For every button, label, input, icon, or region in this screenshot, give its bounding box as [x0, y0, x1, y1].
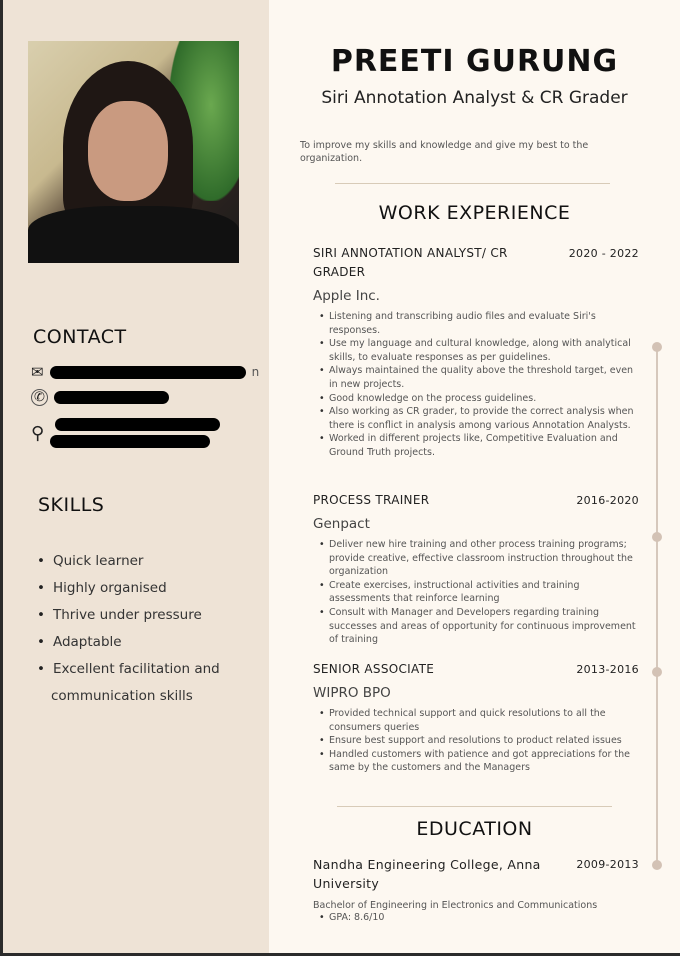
job-entry	[313, 491, 639, 647]
bullet: • Ensure best support and resolutions to product related issues	[329, 734, 639, 748]
timeline-dot	[652, 532, 662, 542]
bullet: • Handled customers with patience and got appreciations for the same by the customers and the Managers	[329, 748, 639, 775]
redacted-email	[50, 366, 246, 379]
objective: To improve my skills and knowledge and give my best to the organization.	[300, 140, 589, 164]
bullet: • Consult with Manager and Developers regarding training successes and areas of opportunity for continuous improvement of training	[329, 606, 639, 647]
job-company: Apple Inc.	[313, 288, 380, 304]
skill-item-continuation: communication skills	[51, 688, 193, 704]
bullet: • Also working as CR grader, to provide the correct analysis when there is conflict in analysis among various Annotation Analysts.	[329, 405, 639, 432]
gpa: • GPA: 8.6/10	[329, 911, 639, 925]
divider	[337, 806, 612, 807]
phone-icon: ✆	[31, 389, 48, 406]
contact-phone	[31, 389, 169, 406]
bullet: • Always maintained the quality above the threshold target, even in new projects.	[329, 364, 639, 391]
job-years: 2020 - 2022	[568, 247, 639, 260]
skill-item: • Adaptable	[37, 629, 220, 656]
redacted-address-1	[55, 418, 220, 431]
job-years: 2016-2020	[576, 494, 639, 507]
contact-email	[31, 363, 259, 381]
envelope-icon: ✉	[31, 363, 44, 381]
location-pin-icon: ⚲	[31, 422, 45, 444]
skill-item: • Excellent facilitation and	[37, 656, 220, 683]
timeline-dot	[652, 342, 662, 352]
divider	[335, 183, 610, 184]
skill-item: • Highly organised	[37, 575, 220, 602]
education-heading: EDUCATION	[416, 818, 533, 840]
candidate-name: PREETI GURUNG	[330, 44, 619, 79]
bullet: • Use my language and cultural knowledge, along with analytical skills, to evaluate responses as per guidelines.	[329, 337, 639, 364]
skills-list	[37, 548, 220, 710]
skill-item: • Thrive under pressure	[37, 602, 220, 629]
job-bullets	[313, 538, 639, 647]
job-company: WIPRO BPO	[313, 685, 391, 701]
job-entry	[313, 244, 639, 460]
timeline-dot	[652, 860, 662, 870]
skills-heading: SKILLS	[38, 494, 105, 516]
job-role: PROCESS TRAINER	[313, 493, 430, 507]
education-years: 2009-2013	[576, 858, 639, 871]
job-entry	[313, 660, 639, 775]
job-role: SENIOR ASSOCIATE	[313, 662, 435, 676]
job-bullets	[313, 707, 639, 775]
job-years: 2013-2016	[576, 663, 639, 676]
bullet: • Create exercises, instructional activities and training assessments that reinforce learning	[329, 579, 639, 606]
timeline-line	[656, 348, 658, 868]
redacted-address-2	[50, 435, 210, 448]
bullet: • Provided technical support and quick resolutions to all the consumers queries	[329, 707, 639, 734]
contact-address	[31, 418, 220, 448]
candidate-title: Siri Annotation Analyst & CR Grader	[321, 88, 628, 108]
education-bullets	[313, 911, 639, 925]
bullet: • Worked in different projects like, Competitive Evaluation and Ground Truth projects.	[329, 432, 639, 459]
degree: Bachelor of Engineering in Electronics and Communications	[313, 900, 598, 911]
contact-heading: CONTACT	[33, 326, 127, 348]
timeline-dot	[652, 667, 662, 677]
resume-page	[3, 0, 680, 953]
job-bullets	[313, 310, 639, 460]
redacted-phone	[54, 391, 169, 404]
email-suffix: n	[251, 365, 260, 379]
bullet: • Deliver new hire training and other process training programs; provide creative, effective classroom instruction throughout the organization	[329, 538, 639, 579]
education-entry	[313, 855, 639, 925]
profile-photo	[28, 41, 239, 263]
job-company: Genpact	[313, 516, 370, 532]
bullet: • Listening and transcribing audio files and evaluate Siri's responses.	[329, 310, 639, 337]
work-experience-heading: WORK EXPERIENCE	[378, 202, 571, 224]
job-role: SIRI ANNOTATION ANALYST/ CR GRADER	[313, 246, 508, 279]
school-name: Nandha Engineering College, Anna University	[313, 857, 541, 891]
bullet: • Good knowledge on the process guidelines.	[329, 392, 639, 406]
skill-item: • Quick learner	[37, 548, 220, 575]
